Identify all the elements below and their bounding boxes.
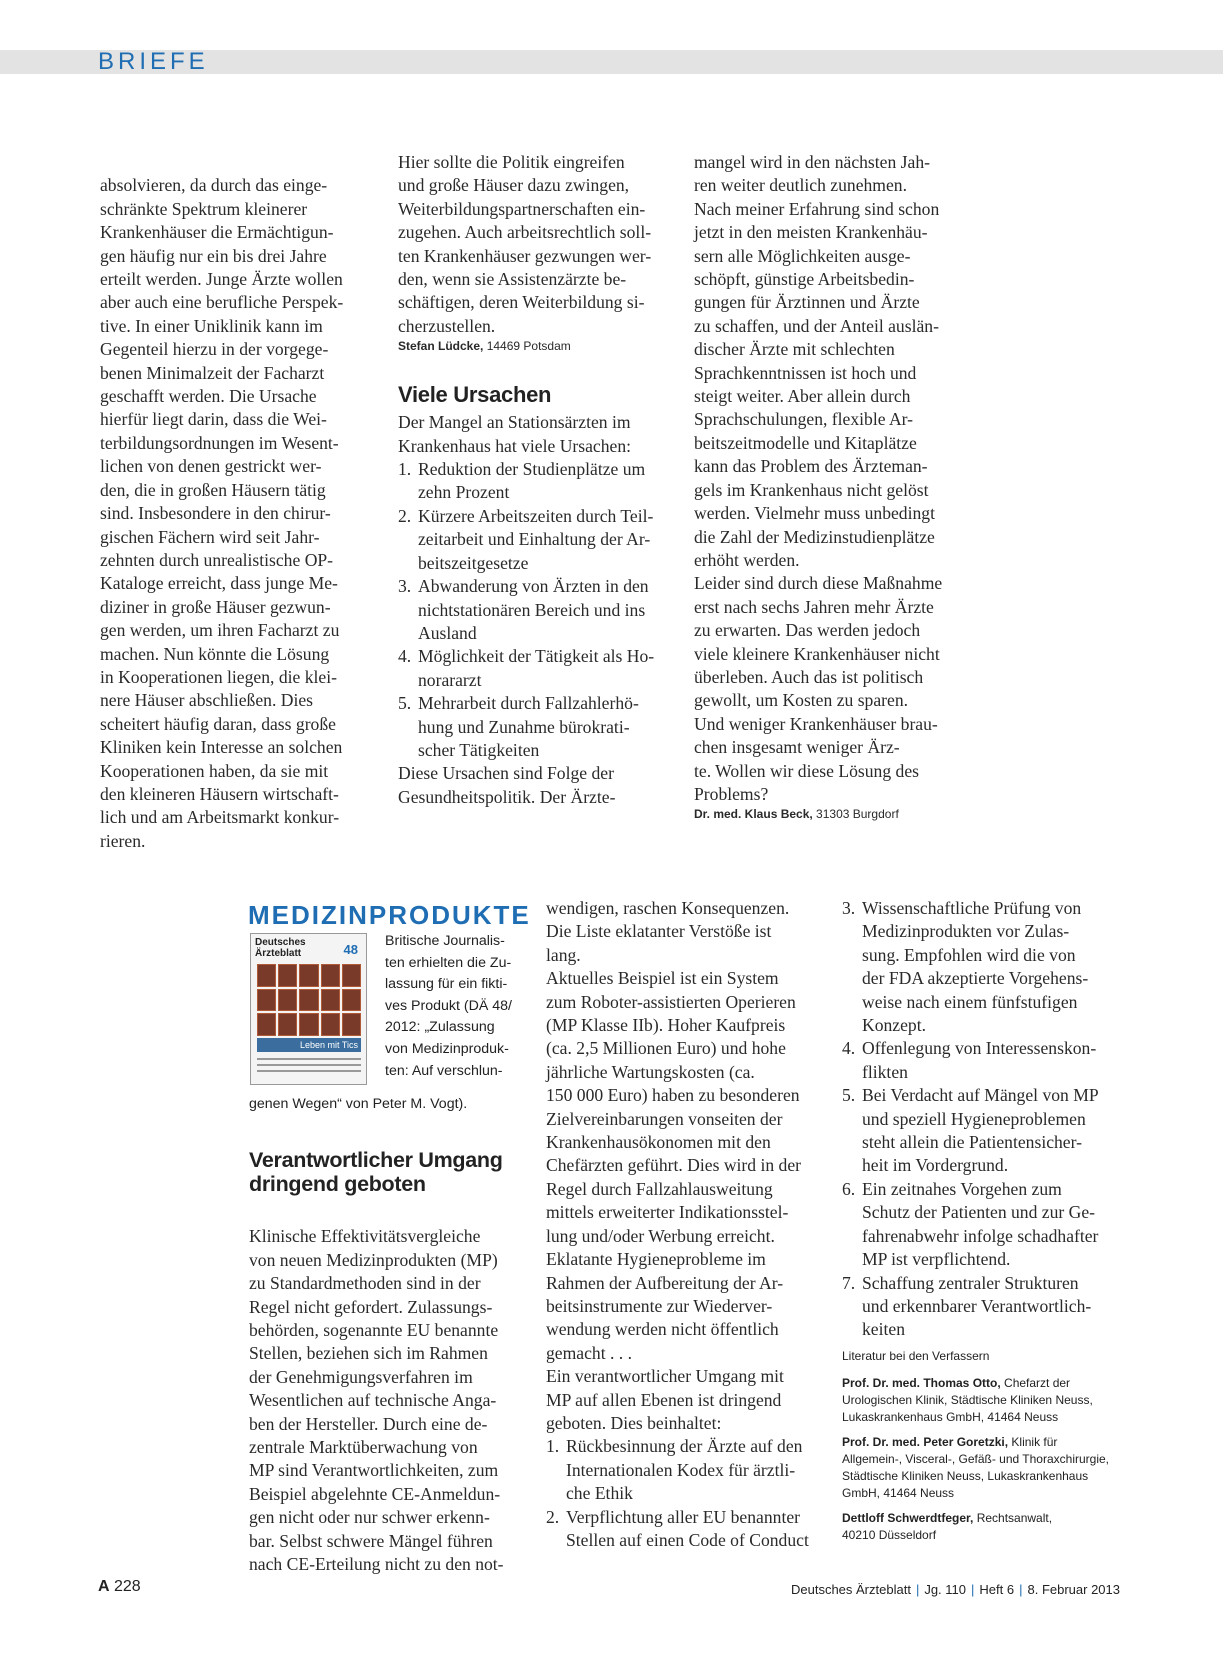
- cover-text-lines: [257, 1058, 361, 1076]
- medizin-measure-list-b: [842, 897, 1132, 1342]
- medizin-body: Klinische Effektivitätsvergleiche von neuen Medizinprodukten (MP) zu Standardmethoden sind in der Regel nicht gefordert. Zulassungs- behörden, sogenannte EU benannte Stellen, beziehen sich im Rahmen der Genehmigungsverfahren im Wesentlichen auf technische Anga- ben der Hersteller. Durch eine de- zentrale Marktüberwachung von MP sind Verantwortlichkeiten, zum Beispiel abgelehnte CE-Anmeldun- gen nicht oder nur schwer erkenn- bar. Selbst schwere Mängel führen nach CE-Erteilung nicht zu den not-: [249, 1226, 504, 1575]
- cover-title: Deutsches Ärzteblatt: [255, 937, 306, 959]
- list-item: 5. Mehrarbeit durch Fallzahlerhö- hung und Zunahme bürokrati- scher Tätigkeiten: [398, 693, 639, 760]
- list-item: 7. Schaffung zentraler Strukturen und erkennbarer Verantwortlich- keiten: [842, 1272, 1092, 1340]
- list-item: 3. Wissenschaftliche Prüfung von Medizinprodukten vor Zulas- sung. Empfohlen wird die von der FDA akzeptierte Vorgehens- weise nach einem fünfstufigen Konzept.: [842, 898, 1089, 1036]
- list-item: 5. Bei Verdacht auf Mängel von MP und speziell Hygieneproblemen steht allein die Patientensicher- heit im Vordergrund.: [842, 1085, 1099, 1176]
- letter-column2: [398, 151, 683, 809]
- list-item: 4. Offenlegung von Interessenskon- flikten: [842, 1038, 1097, 1082]
- list-item: 6. Ein zeitnahes Vorgehen zum Schutz der Patienten und zur Ge- fahrenabwehr infolge schadhafter MP ist verpflichtend.: [842, 1178, 1099, 1270]
- cover-band: Leben mit Tics: [257, 1038, 361, 1052]
- section-header: BRIEFE: [98, 48, 209, 75]
- list-item: 3. Abwanderung von Ärzten in den nichtstationären Bereich und ins Ausland: [398, 576, 649, 643]
- list-item: 1. Rückbesinnung der Ärzte auf den Internationalen Kodex für ärztli- che Ethik: [546, 1436, 803, 1504]
- letter1-body: absolvieren, da durch das einge- schränkte Spektrum kleinerer Krankenhäuser die Ermächtigun- gen häufig nur ein bis drei Jahre erteilt werden. Junge Ärzte wollen aber auch eine berufliche Perspek- tive. In einer Uniklinik kann im Gegenteil hierzu in der vorgege- benen Minimalzeit der Facharzt geschafft werden. Die Ursache hierfür liegt darin, dass die Wei- terbildungsordnungen im Wesent- lichen von denen gestrickt wer- den, die in großen Häusern tätig sind. Insbesondere in den chirur- gischen Fächern wird seit Jahr- zehnten durch unrealistische OP- Kataloge erreicht, dass junge Me- diziner in große Häuser gezwun- gen werden, um ihren Facharzt zu machen. Nun könnte die Lösung in Kooperationen liegen, die klei- nere Häuser abschließen. Dies scheitert häufig daran, dass große Kliniken kein Interesse an solchen Kooperationen haben, da sie mit den kleineren Häusern wirtschaft- lich und am Arbeitsmarkt konkur- rieren.: [100, 175, 344, 851]
- letter2-author: Dr. med. Klaus Beck,: [694, 807, 813, 822]
- medizin-column2: [546, 897, 836, 1552]
- footer-journal-info: Deutsches Ärzteblatt | Jg. 110 | Heft 6 | 8. Februar 2013: [790, 1582, 1120, 1597]
- medizin-measure-list-a: [546, 1435, 836, 1552]
- letter2-cause-list: [398, 458, 683, 762]
- footer-volume: Jg. 110: [924, 1582, 967, 1597]
- letter-column3: [694, 151, 984, 823]
- letter1-signature: [398, 338, 683, 355]
- letter2-intro: Der Mangel an Stationsärzten im Krankenhaus hat viele Ursachen:: [398, 412, 632, 456]
- footer-issue: Heft 6: [979, 1582, 1015, 1597]
- letter2-outro: Diese Ursachen sind Folge der Gesundheitspolitik. Der Ärzte-: [398, 763, 616, 807]
- footer-date: 8. Februar 2013: [1027, 1582, 1120, 1597]
- list-item: 1. Reduktion der Studienplätze um zehn Prozent: [398, 459, 646, 503]
- page-number: A 228: [98, 1578, 141, 1595]
- author-block: Dettloff Schwerdtfeger, Rechtsanwalt, 40210 Düsseldorf: [842, 1510, 1053, 1542]
- cover-issue-number: 48: [343, 942, 358, 957]
- letter2-place: 31303 Burgdorf: [812, 807, 899, 822]
- footer-journal: Deutsches Ärzteblatt: [790, 1582, 911, 1597]
- list-item: 4. Möglichkeit der Tätigkeit als Ho- norararzt: [398, 646, 655, 690]
- medizin-column1: [249, 1202, 534, 1600]
- letter2-heading: Viele Ursachen: [398, 382, 552, 408]
- cover-photo-grid: [257, 964, 361, 1036]
- teaser-text: Britische Journalis- ten erhielten die Zu- lassung für ein fikti- ves Produkt (DÄ 48/ 2012: „Zulassung von Medizinproduk- ten: Auf verschlun-: [385, 933, 512, 1079]
- letter1-place: 14469 Potsdam: [483, 339, 571, 354]
- letter1-author: Stefan Lüdcke,: [398, 339, 484, 354]
- medizin-body-continued: wendigen, raschen Konsequenzen. Die Liste eklatanter Verstöße ist lang. Aktuelles Beispiel ist ein System zum Roboter-assistierten Operieren (MP Klasse IIb). Hoher Kaufpreis (ca. 2,5 Millionen Euro) und hohe jährliche Wartungskosten (ca. 150 000 Euro) haben zu besonderen Zielvereinbarungen vonseiten der Krankenhausökonomen mit den Chefärzten geführt. Dies wird in der Regel durch Fallzahlausweitung mittels erweiterter Indikationsstel- lung und/oder Werbung erreicht. Eklatante Hygieneprobleme im Rahmen der Aufbereitung der Ar- beitsinstrumente zur Wiederver- wendung werden nicht öffentlich gemacht . . . Ein verantwortlicher Umgang mit MP auf allen Ebenen ist dringend geboten. Dies beinhaltet:: [546, 898, 802, 1433]
- letter1-body-continued: Hier sollte die Politik eingreifen und große Häuser dazu zwingen, Weiterbildungspartnerschaften ein- zugehen. Auch arbeitsrechtlich soll- ten Krankenhäuser gezwungen wer- den, wenn sie Assistenzärzte be- schäftigen, deren Weiterbildung si- cherzustellen.: [398, 152, 652, 336]
- list-item: 2. Kürzere Arbeitszeiten durch Teil- zeitarbeit und Einhaltung der Ar- beitszeitgesetze: [398, 505, 654, 573]
- author-block: Prof. Dr. med. Thomas Otto, Chefarzt der Urologischen Klinik, Städtische Kliniken Neuss, Lukaskrankenhaus GmbH, 41464 Neuss: [842, 1375, 1093, 1424]
- literature-note: Literatur bei den Verfassern: [842, 1348, 990, 1363]
- letter1-column1: [100, 151, 385, 877]
- teaser-text-last-line: genen Wegen“ von Peter M. Vogt).: [249, 1096, 468, 1112]
- medizin-column3: [842, 897, 1132, 1544]
- author-block: Prof. Dr. med. Peter Goretzki, Klinik für Allgemein-, Visceral-, Gefäß- und Thoraxchirurgie, Städtische Kliniken Neuss, Lukaskrankenhaus GmbH, 41464 Neuss: [842, 1434, 1109, 1500]
- list-item: 2. Verpflichtung aller EU benannter Stellen auf einen Code of Conduct: [546, 1506, 809, 1550]
- journal-cover-image: [250, 933, 367, 1085]
- letter2-signature: [694, 806, 984, 823]
- letter2-body-continued: mangel wird in den nächsten Jah- ren weiter deutlich zunehmen. Nach meiner Erfahrung sind schon jetzt in den meisten Krankenhäu- sern alle Möglichkeiten ausge- schöpft, günstige Arbeitsbedin- gungen für Ärztinnen und Ärzte zu schaffen, und der Anteil auslän- discher Ärzte mit schlechten Sprachkenntnissen ist hoch und steigt weiter. Aber allein durch Sprachschulungen, flexible Ar- beitszeitmodelle und Kitaplätze kann das Problem des Ärzteman- gels im Krankenhaus nicht gelöst werden. Vielmehr muss unbedingt die Zahl der Medizinstudienplätze erhöht werden. Leider sind durch diese Maßnahme erst nach sechs Jahren mehr Ärzte zu erwarten. Das werden jedoch viele kleinere Krankenhäuser nicht überleben. Auch das ist politisch gewollt, um Kosten zu sparen. Und weniger Krankenhäuser brau- chen insgesamt weniger Ärz- te. Wollen wir diese Lösung des Problems?: [694, 152, 943, 804]
- medizin-heading: Verantwortlicher Umgang dringend geboten: [249, 1148, 503, 1196]
- medizinprodukte-section-title: MEDIZINPRODUKTE: [248, 900, 531, 930]
